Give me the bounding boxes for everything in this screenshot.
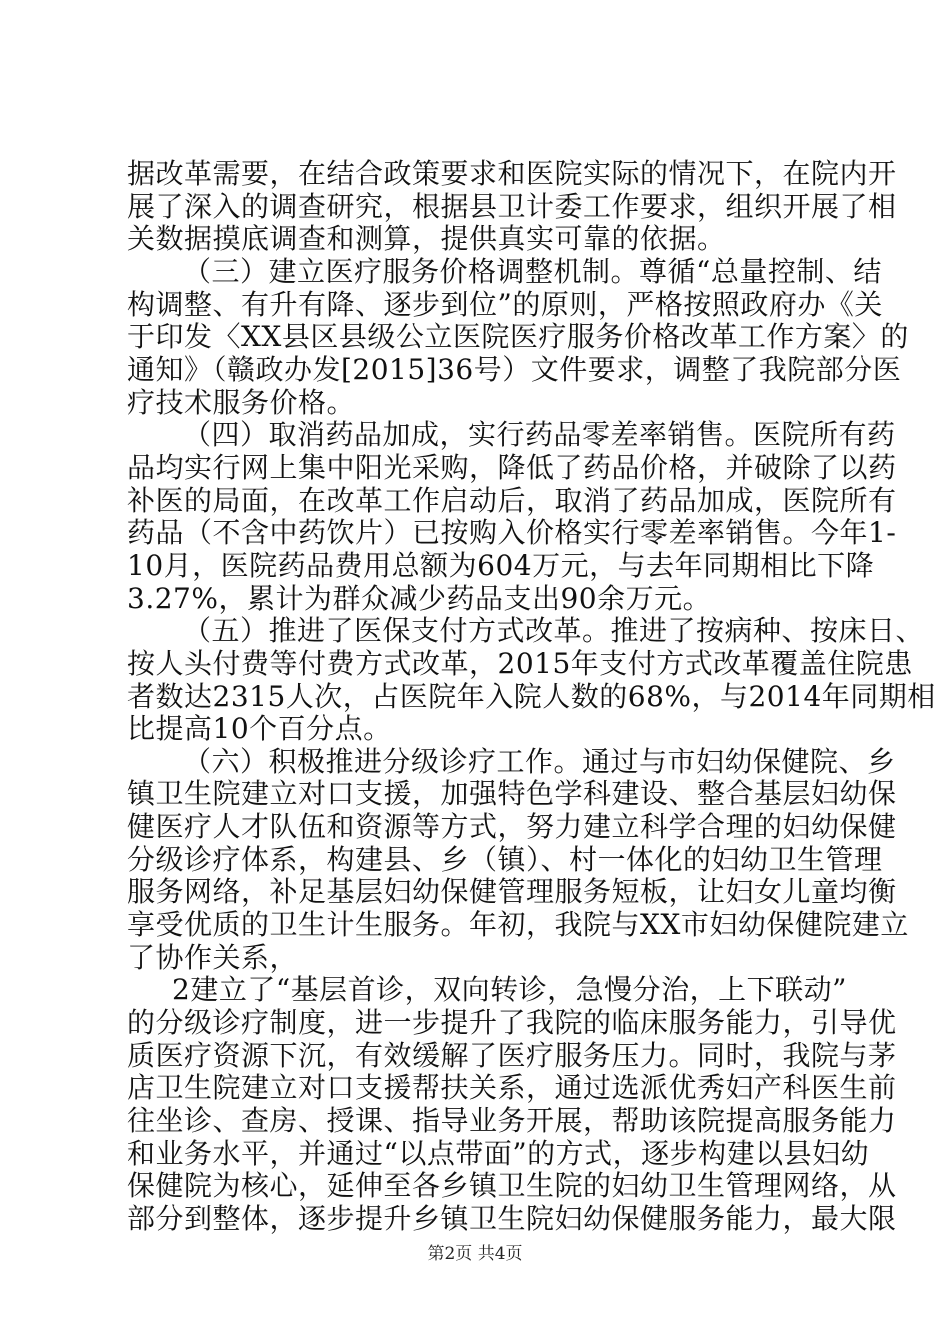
- text-line: 品均实行网上集中阳光采购，降低了药品价格，并破除了以药: [127, 450, 897, 484]
- text-line: （四）取消药品加成，实行药品零差率销售。医院所有药: [183, 418, 896, 452]
- text-line: 展了深入的调查研究，根据县卫计委工作要求，组织开展了相: [127, 189, 897, 223]
- text-line: （六）积极推进分级诊疗工作。通过与市妇幼保健院、乡: [183, 744, 896, 778]
- text-line: 和业务水平，并通过“以点带面”的方式，逐步构建以县妇幼: [127, 1136, 870, 1170]
- text-line: 镇卫生院建立对口支援，加强特色学科建设、整合基层妇幼保: [127, 777, 897, 811]
- text-line: 3.27%，累计为群众减少药品支出90余万元。: [127, 581, 712, 615]
- text-line: 2建立了“基层首诊，双向转诊，急慢分治，上下联动”: [172, 973, 847, 1007]
- text-line: 构调整、有升有降、逐步到位”的原则，严格按照政府办《关: [127, 287, 883, 321]
- text-line: 的分级诊疗制度，进一步提升了我院的临床服务能力，引导优: [127, 1006, 897, 1040]
- text-line: 关数据摸底调查和测算，提供真实可靠的依据。: [127, 222, 726, 256]
- text-line: 于印发〈XX县区县级公立医院医疗服务价格改革工作方案〉的: [127, 320, 909, 354]
- text-line: 质医疗资源下沉，有效缓解了医疗服务压力。同时，我院与茅: [127, 1038, 897, 1072]
- text-line: 者数达2315人次，占医院年入院人数的68%，与2014年同期相: [127, 679, 936, 713]
- text-line: 往坐诊、查房、授课、指导业务开展，帮助该院提高服务能力: [127, 1104, 897, 1138]
- text-line: 药品（不含中药饮片）已按购入价格实行零差率销售。今年1-: [127, 516, 897, 550]
- text-line: 按人头付费等付费方式改革，2015年支付方式改革覆盖住院患: [127, 646, 913, 680]
- text-line: 享受优质的卫生计生服务。年初，我院与XX市妇幼保健院建立: [127, 908, 909, 942]
- text-line: （五）推进了医保支付方式改革。推进了按病种、按床日、: [183, 614, 925, 648]
- text-line: 补医的局面，在改革工作启动后，取消了药品加成，医院所有: [127, 483, 897, 517]
- text-line: 服务网络，补足基层妇幼保健管理服务短板，让妇女儿童均衡: [127, 875, 897, 909]
- page-number-footer: 第2页 共4页: [427, 1244, 523, 1264]
- text-line: 保健院为核心，延伸至各乡镇卫生院的妇幼卫生管理网络，从: [127, 1169, 897, 1203]
- text-line: 疗技术服务价格。: [127, 385, 356, 419]
- text-line: 10月，医院药品费用总额为604万元，与去年同期相比下降: [127, 548, 875, 582]
- text-line: 比提高10个百分点。: [127, 712, 392, 746]
- text-line: 店卫生院建立对口支援帮扶关系，通过选派优秀妇产科医生前: [127, 1071, 897, 1105]
- text-line: 部分到整体，逐步提升乡镇卫生院妇幼保健服务能力，最大限: [127, 1202, 897, 1235]
- text-line: 分级诊疗体系，构建县、乡（镇）、村一体化的妇幼卫生管理: [127, 842, 883, 876]
- text-line: （三）建立医疗服务价格调整机制。尊循“总量控制、结: [183, 254, 882, 288]
- text-line: 了协作关系，: [127, 940, 299, 974]
- text-line: 通知》（赣政办发[2015]36号）文件要求，调整了我院部分医: [127, 352, 902, 386]
- text-line: 健医疗人才队伍和资源等方式，努力建立科学合理的妇幼保健: [127, 810, 897, 844]
- text-line: 据改革需要，在结合政策要求和医院实际的情况下，在院内开: [127, 157, 897, 190]
